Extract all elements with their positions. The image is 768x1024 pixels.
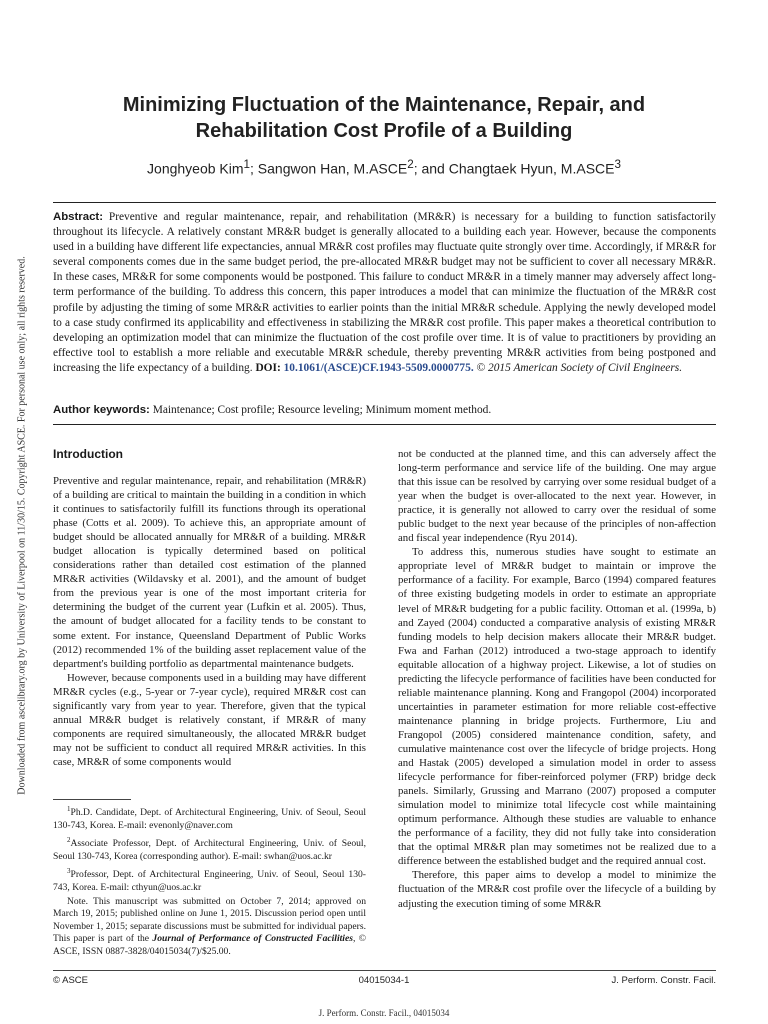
submission-note-a: Note. This manuscript was submitted on October 7, 2014; approved on March 19, 2015; published online on June 1, 2015. Discussion period open until November 1, 2015; separate discussions must be submitted for individual papers. This paper is part of the: [53, 896, 366, 945]
author-2: ; Sangwon Han, M.ASCE: [250, 160, 408, 177]
doi-link[interactable]: 10.1061/(ASCE)CF.1943-5509.0000775.: [283, 361, 474, 374]
author-2-mark: 2: [407, 158, 414, 171]
right-column: [398, 447, 716, 911]
author-3-mark: 3: [614, 158, 621, 171]
submission-note: [53, 896, 366, 958]
keywords-text: Maintenance; Cost profile; Resource leveling; Minimum moment method.: [152, 404, 492, 416]
footnote-3-text: Professor, Dept. of Architectural Engineering, Univ. of Seoul, Seoul 130-743, Korea. E-mail: cthyun@uos.ac.kr: [53, 869, 366, 893]
footnote-rule: [53, 799, 131, 800]
abstract-label: Abstract:: [53, 211, 104, 223]
bottom-citation: J. Perform. Constr. Facil., 04015034: [318, 1008, 450, 1018]
right-paragraph-2: To address this, numerous studies have sought to estimate an appropriate level of MR&R budget to maintain or improve the performance of a facility. For example, Barco (1994) compared features of three existing budgeting models in order to estimate an appropriate level of MR&R budgeting for a public facility. Ottoman et al. (1999a, b) and Zayed (2004) conducted a comparative analysis of existing MR&R funding models to help decision makers allocate their MR&R budget. Fwa and Farhan (2012) introduced a two-stage approach to identify equitable allocation of a highway project. Likewise, a lot of studies on predicting the lifecycle performance of facilities have been conducted for reliable maintenance planning. Kong and Frangopol (2004) incorporated uncertainties in parameter estimation for more reliable cost-effective maintenance planning in bridge projects. Furthermore, Liu and Frangopol (2005) considered maintenance condition, safety, and cumulative maintenance cost over the lifecycle of bridge projects. Hong and Hastak (2005) developed a simulation model in order to assess lifecycle performance for fiber-reinforced polymer (FRP) bridge deck panels. Similarly, Grussing and Marrano (2007) proposed a computer simulation model to minimize total lifecycle cost while maintaining optimum performance. Although these studies are valuable to enhance the performance of a facility, they did not fully take into consideration that the optimal MR&R plan may sometimes not be realized due to a difference between the established budget and the required annual cost.: [398, 546, 716, 868]
footer-rule: [53, 970, 716, 971]
author-1: Jonghyeob Kim: [147, 160, 244, 177]
footnote-2: [53, 834, 366, 863]
author-list: [40, 158, 728, 177]
footnote-3-mark: 3: [67, 867, 71, 875]
footnote-3: [53, 865, 366, 894]
keywords-line: [53, 404, 716, 416]
paper-title: [40, 92, 728, 144]
abstract-text: Preventive and regular maintenance, repair, and rehabilitation (MR&R) is necessary for a building to function satisfactorily throughout its lifecycle. A relatively constant MR&R budget is generally allocated to a building each year. However, because the components used in a building have different life expectancies, annual MR&R cost profiles may fluctuate quite strongly over time. Accordingly, if MR&R for several components comes due in the same budget period, the pre-allocated MR&R budget may not be sufficient to cover all necessary MR&R. In these cases, MR&R for some components would be postponed. This failure to conduct MR&R in a timely manner may adversely affect long-term performance of the building. To address this concern, this paper introduces a model that can minimize the fluctuation of the MR&R cost profile by adjusting the timing of some MR&R activities to earlier points than the initial MR&R schedule. Applying the newly developed model to a case study confirmed its applicability and effectiveness in stabilizing the MR&R cost profile. This paper makes a theoretical contribution to developing an optimization model that can minimize the fluctuation of the cost profile over time. It is of value to practitioners by providing an effective tool to establish a more reliable and executable MR&R schedule, thereby preventing MR&R activities from being postponed and increasing the life expectancy of a building.: [53, 211, 716, 374]
right-paragraph-1: not be conducted at the planned time, and this can adversely affect the long-term performance and service life of the building. One may argue that this issue can be resolved by carrying over some residual budget of a year when the budget is over-allocated to the next year. However, in practice, it is generally not allowed to carry over the residual of some public budget to the next year because of the principles of non-affection and fiscal year independence (Ryu 2014).: [398, 448, 716, 545]
footer-copyright: © ASCE: [53, 975, 88, 986]
title-line-2: Rehabilitation Cost Profile of a Building: [195, 120, 573, 142]
page-number: 04015034-1: [358, 975, 410, 986]
footnote-2-text: Associate Professor, Dept. of Architectural Engineering, Univ. of Seoul, Seoul 130-743, Korea (corresponding author). E-mail: swhan@uos.ac.kr: [53, 838, 366, 862]
footnote-1-text: Ph.D. Candidate, Dept. of Architectural Engineering, Univ. of Seoul, Seoul 130-743, Korea. E-mail: evenonly@naver.com: [53, 807, 366, 831]
footnote-2-mark: 2: [67, 836, 71, 844]
keywords-bottom-rule: [53, 424, 716, 425]
left-paragraph-2: However, because components used in a building may have different MR&R cycles (e.g., 5-year or 7-year cycle), required MR&R cost can significantly vary from year to year. Therefore, given that the typical annual MR&R budget is relatively constant, if MR&R of many components are required simultaneously, the allocated MR&R budget may not be sufficient to conduct all required MR&R activities. In this case, MR&R of some components would: [53, 671, 366, 768]
footnote-1-mark: 1: [67, 805, 71, 813]
submission-note-b: , © ASCE, ISSN 0887-3828/04015034(7)/$25.00.: [53, 933, 366, 957]
abstract-block: [53, 210, 716, 376]
left-column: [53, 474, 366, 769]
doi-label: DOI:: [255, 361, 281, 374]
copyright-note: © 2015 American Society of Civil Engineers.: [476, 361, 683, 374]
footnotes: [53, 803, 366, 960]
author-3: ; and Changtaek Hyun, M.ASCE: [413, 160, 615, 177]
title-line-1: Minimizing Fluctuation of the Maintenance, Repair, and: [122, 94, 646, 116]
journal-name: Journal of Performance of Constructed Facilities: [152, 933, 353, 945]
journal-abbrev: J. Perform. Constr. Facil.: [611, 975, 716, 986]
left-paragraph-1: Preventive and regular maintenance, repair, and rehabilitation (MR&R) of a building are critical to maintain the building in a condition in which it continues to satisfactorily fulfill its functions through its operational phase (Cotts et al. 2009). To achieve this, an appropriate amount of budget should be allocated annually for MR&R of a building. MR&R budget allocation is typically determined based on political considerations rather than detailed cost estimation of the planned MR&R activities (Wildavsky et al. 2001), and the amount of budget from the previous year is one of the most important criteria for determining the budget of the current year (Lufkin et al. 2005). Thus, the amount of budget allocated for a facility tends to be constant to some extent. For instance, Queensland Department of Public Works (2012) recommended 1% of the building asset replacement value of the department's building portfolio as departmental maintenance budgets.: [53, 475, 366, 670]
right-paragraph-3: Therefore, this paper aims to develop a model to minimize the fluctuation of the MR&R cost profile over the lifecycle of a building by adjusting the execution timing of some MR&R: [398, 869, 716, 910]
keywords-label: Author keywords:: [53, 404, 150, 416]
abstract-top-rule: [53, 202, 716, 203]
footnote-1: [53, 803, 366, 832]
section-heading: Introduction: [53, 447, 123, 461]
author-1-mark: 1: [243, 158, 251, 171]
download-watermark-text: Downloaded from ascelibrary.org by University of Liverpool on 11/30/15. Copyright ASCE. For personal use only; all rights reserved.: [16, 256, 28, 795]
